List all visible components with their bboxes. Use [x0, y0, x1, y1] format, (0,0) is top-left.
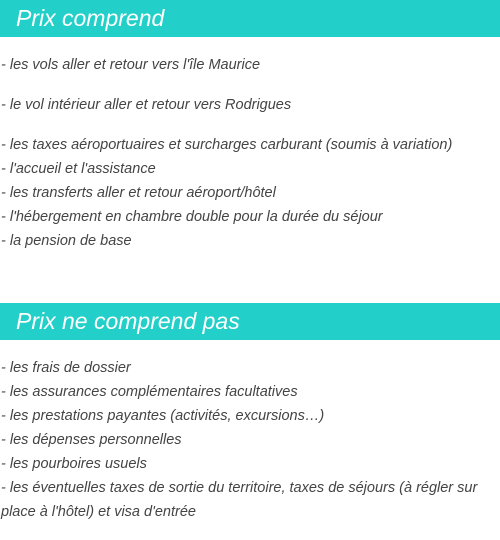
includes-item-welcome: - l'accueil et l'assistance: [1, 161, 156, 177]
includes-header: Prix comprend: [0, 0, 500, 37]
includes-item-domestic-flight: - le vol intérieur aller et retour vers Rodrigues: [1, 97, 292, 113]
includes-item-board: - la pension de base: [1, 233, 132, 249]
includes-item-accommodation: - l'hébergement en chambre double pour la durée du séjour: [1, 209, 383, 225]
excludes-item-insurance: - les assurances complémentaires facultatives: [1, 384, 298, 400]
excludes-item-exit-taxes: - les éventuelles taxes de sortie du territoire, taxes de séjours (à régler sur place à l'hôtel) et visa d'entrée: [1, 480, 478, 520]
excludes-item-personal-expenses: - les dépenses personnelles: [1, 432, 182, 448]
includes-item-flights: - les vols aller et retour vers l'île Maurice: [1, 57, 261, 73]
excludes-item-tips: - les pourboires usuels: [1, 456, 147, 472]
excludes-item-fees: - les frais de dossier: [1, 360, 131, 376]
excludes-item-paid-services: - les prestations payantes (activités, excursions…): [1, 408, 325, 424]
includes-item-taxes: - les taxes aéroportuaires et surcharges carburant (soumis à variation): [1, 137, 453, 153]
includes-item-transfers: - les transferts aller et retour aéroport/hôtel: [1, 185, 276, 201]
excludes-header: Prix ne comprend pas: [0, 303, 500, 340]
